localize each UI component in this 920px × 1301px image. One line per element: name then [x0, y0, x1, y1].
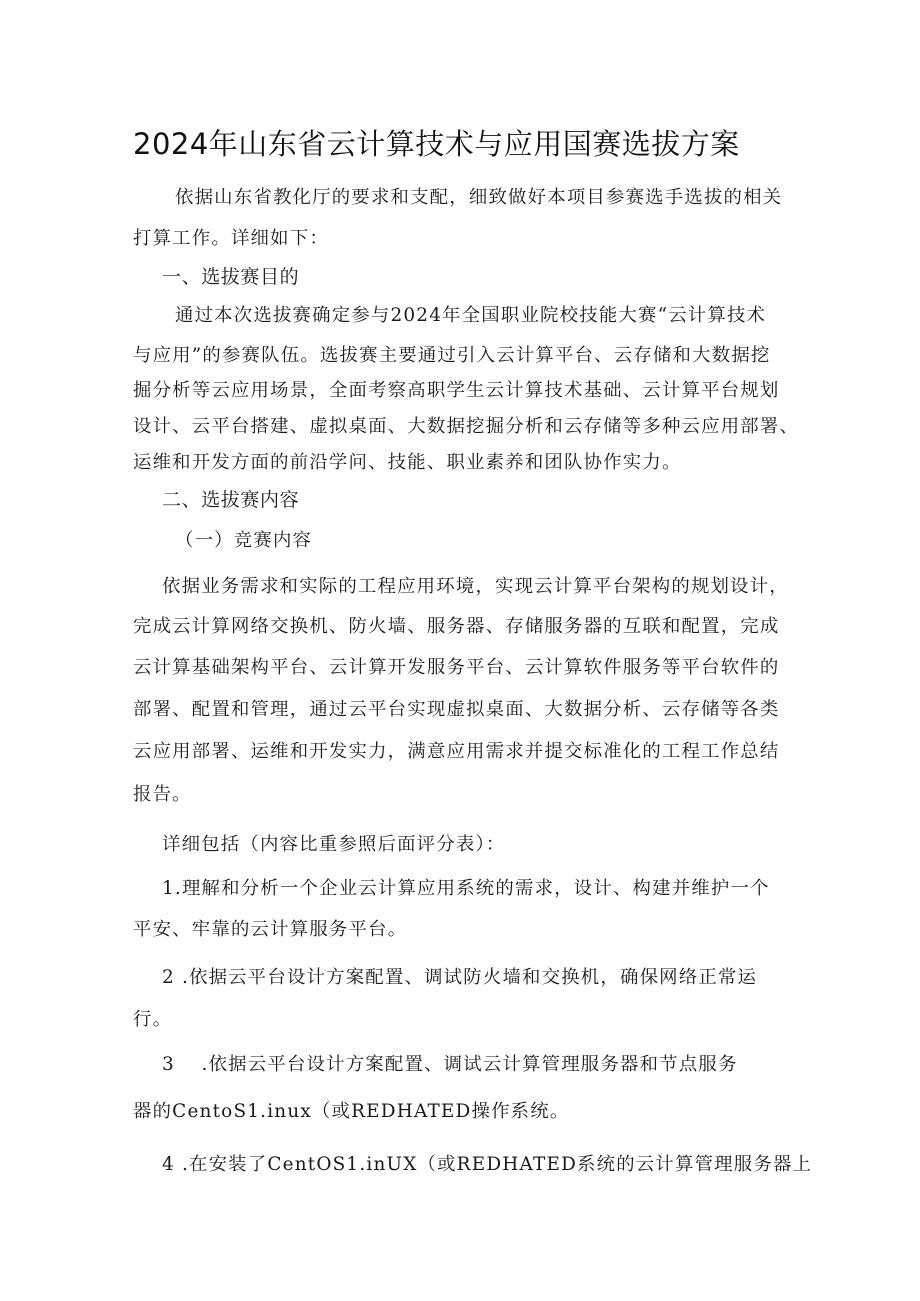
paragraph-line: 运维和开发方面的前沿学问、技能、职业素养和团队协作实力。	[133, 452, 682, 473]
paragraph-line: 详细包括（内容比重参照后面评分表）：	[162, 834, 506, 855]
paragraph-line: 部署、配置和管理，通过云平台实现虚拟桌面、大数据分析、云存储等各类	[133, 699, 780, 720]
paragraph-line: 掘分析等云应用场景，全面考察高职学生云计算技术基础、云计算平台规划	[133, 380, 780, 401]
section-heading: 二、选拔赛内容	[162, 489, 300, 511]
section-heading: 一、选拔赛目的	[162, 266, 300, 288]
paragraph-line: 与应用”的参赛队伍。选拔赛主要通过引入云计算平台、云存储和大数据挖	[133, 345, 771, 366]
paragraph-line: 报告。	[133, 784, 192, 805]
paragraph-line: 依据山东省教化厅的要求和支配，细致做好本项目参赛选手选拔的相关	[175, 187, 783, 208]
list-item-continuation: 行。	[133, 1009, 173, 1030]
list-item: 2 .依据云平台设计方案配置、调试防火墙和交换机，确保网络正常运	[162, 967, 758, 988]
paragraph-line: 设计、云平台搭建、虚拟桌面、大数据挖掘分析和云存储等多种云应用部署、	[133, 416, 800, 437]
list-item-continuation: 平安、牢靠的云计算服务平台。	[133, 919, 408, 940]
list-item-continuation: 器的CentoS1.inux（或REDHATED操作系统。	[133, 1101, 570, 1122]
paragraph-line: 打算工作。详细如下：	[133, 228, 329, 249]
list-item: 1.理解和分析一个企业云计算应用系统的需求，设计、构建并维护一个	[162, 878, 770, 899]
list-item: 4 .在安装了CentOS1.inUX（或REDHATED系统的云计算管理服务器上	[162, 1154, 813, 1175]
subsection-heading: （一）竞赛内容	[175, 530, 313, 551]
document-title: 2024年山东省云计算技术与应用国赛选拔方案	[133, 127, 740, 161]
list-item: 3 .依据云平台设计方案配置、调试云计算管理服务器和节点服务	[162, 1054, 738, 1075]
paragraph-line: 依据业务需求和实际的工程应用环境，实现云计算平台架构的规划设计，	[162, 576, 789, 597]
paragraph-line: 通过本次选拔赛确定参与2024年全国职业院校技能大赛“云计算技术	[175, 305, 767, 326]
paragraph-line: 完成云计算网络交换机、防火墙、服务器、存储服务器的互联和配置，完成	[133, 616, 780, 637]
paragraph-line: 云计算基础架构平台、云计算开发服务平台、云计算软件服务等平台软件的	[133, 657, 780, 678]
paragraph-line: 云应用部署、运维和开发实力，满意应用需求并提交标准化的工程工作总结	[133, 741, 780, 762]
